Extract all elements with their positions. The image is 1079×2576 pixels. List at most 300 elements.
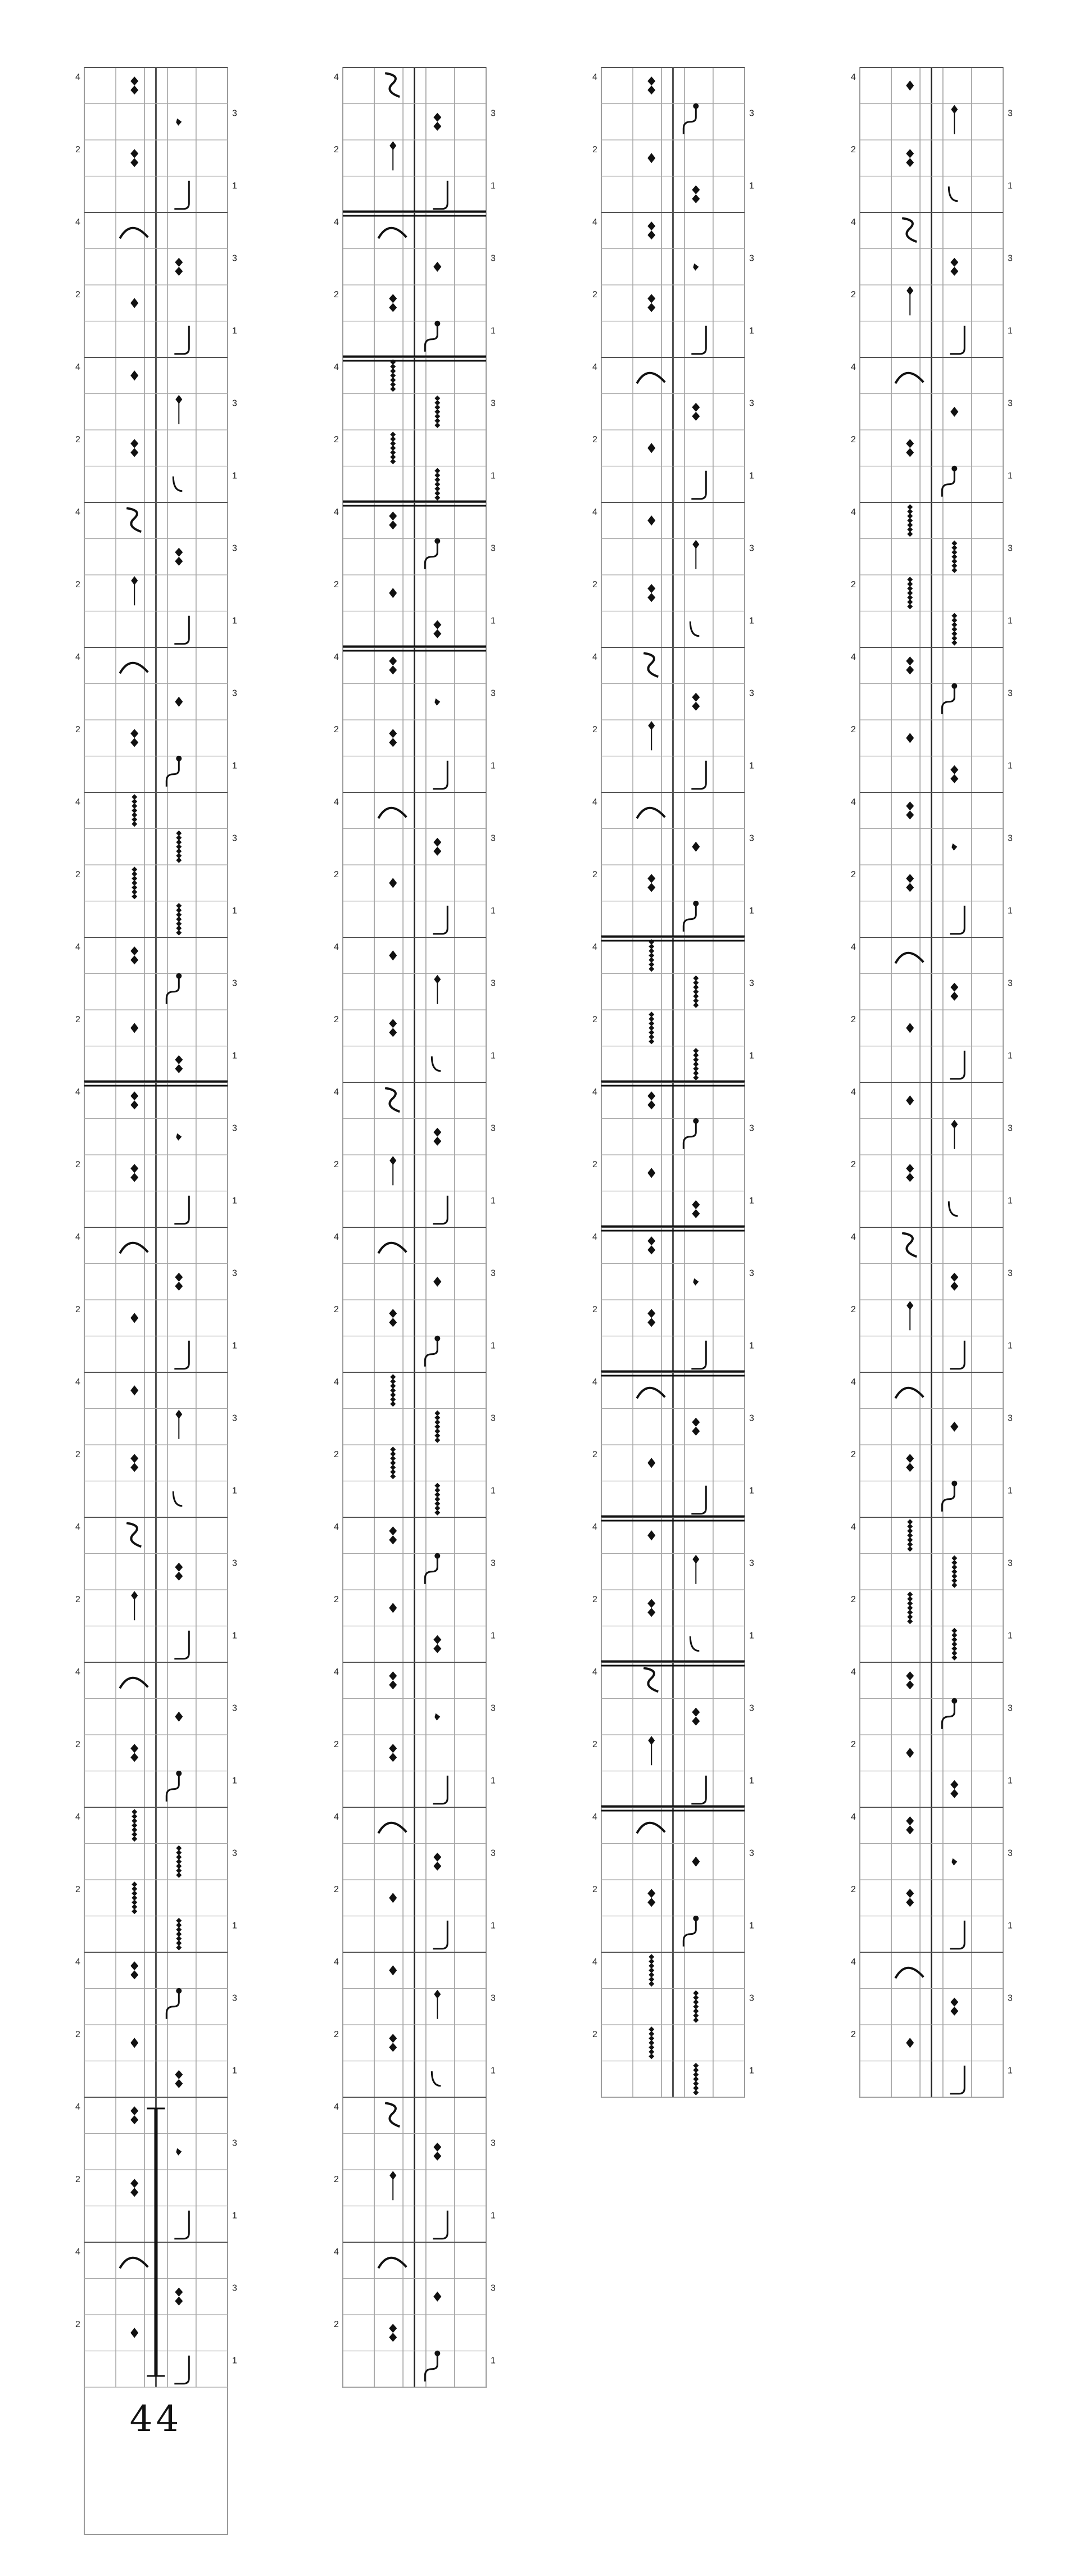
chain-diamond xyxy=(176,1872,182,1878)
direction-diamond xyxy=(647,1309,655,1318)
direction-diamond xyxy=(433,1137,441,1146)
path-dot xyxy=(434,321,440,326)
direction-diamond xyxy=(692,403,700,412)
path-dot xyxy=(693,1916,699,1921)
staff-group xyxy=(75,67,237,2534)
path-sign xyxy=(425,325,437,352)
direction-diamond xyxy=(130,1744,138,1753)
direction-diamond xyxy=(906,448,914,457)
count-label-right: 3 xyxy=(491,253,496,264)
count-label-right: 1 xyxy=(1008,1196,1013,1206)
staff-column-2 xyxy=(334,67,496,2366)
direction-diamond xyxy=(692,185,700,194)
direction-diamond xyxy=(130,2115,138,2124)
count-label-left: 2 xyxy=(75,1740,80,1749)
direction-diamond xyxy=(389,729,397,738)
count-label-right: 1 xyxy=(749,616,754,626)
turn-sign xyxy=(378,1823,406,1834)
direction-diamond xyxy=(647,230,655,239)
count-label-right: 3 xyxy=(749,1123,754,1133)
direction-diamond xyxy=(950,267,958,276)
count-label-left: 4 xyxy=(592,1377,597,1387)
hook-sign xyxy=(174,2356,189,2384)
count-label-right: 3 xyxy=(1008,253,1013,264)
direction-diamond xyxy=(906,665,914,674)
count-label-right: 3 xyxy=(491,1413,496,1423)
count-label-left: 4 xyxy=(334,1087,339,1097)
direction-diamond xyxy=(950,407,958,417)
count-label-right: 1 xyxy=(491,1341,496,1351)
hook-sign xyxy=(691,1776,706,1804)
count-label-right: 3 xyxy=(1008,1123,1013,1133)
direction-diamond xyxy=(906,158,914,167)
count-label-right: 1 xyxy=(491,471,496,481)
path-dot xyxy=(176,756,182,761)
direction-diamond xyxy=(130,1164,138,1173)
count-label-right: 1 xyxy=(1008,181,1013,191)
count-label-left: 4 xyxy=(851,1087,856,1097)
count-label-left: 4 xyxy=(851,217,856,227)
direction-diamond xyxy=(692,842,700,852)
direction-diamond xyxy=(647,85,655,94)
path-sign xyxy=(683,107,696,134)
hook-sign xyxy=(950,1341,964,1369)
count-label-left: 2 xyxy=(592,1015,597,1024)
direction-diamond xyxy=(175,2079,183,2088)
count-label-right: 3 xyxy=(1008,1993,1013,2003)
count-label-left: 4 xyxy=(851,1522,856,1532)
direction-diamond xyxy=(130,298,138,308)
chain-diamond xyxy=(132,1908,137,1914)
count-label-left: 4 xyxy=(851,1812,856,1822)
direction-diamond xyxy=(906,1889,914,1898)
direction-diamond xyxy=(950,765,958,774)
direction-diamond xyxy=(950,1780,958,1789)
count-label-left: 2 xyxy=(851,290,856,300)
count-label-right: 1 xyxy=(1008,616,1013,626)
count-label-left: 2 xyxy=(334,870,339,879)
hook-sign xyxy=(433,181,447,209)
hook-sign xyxy=(174,1196,189,1224)
count-label-right: 3 xyxy=(749,688,754,699)
direction-diamond xyxy=(389,2034,397,2043)
count-label-right: 3 xyxy=(232,1123,237,1133)
count-label-right: 3 xyxy=(749,253,754,264)
count-label-right: 1 xyxy=(749,1051,754,1061)
direction-diamond xyxy=(433,847,441,856)
count-label-left: 4 xyxy=(851,72,856,82)
count-label-right: 1 xyxy=(232,181,237,191)
count-label-right: 3 xyxy=(749,398,754,409)
count-label-left: 2 xyxy=(851,1015,856,1024)
count-label-right: 1 xyxy=(491,1921,496,1931)
direction-diamond xyxy=(433,1277,441,1287)
count-label-right: 3 xyxy=(491,688,496,699)
count-label-right: 1 xyxy=(1008,761,1013,771)
count-label-left: 2 xyxy=(75,145,80,155)
count-label-right: 3 xyxy=(749,978,754,988)
count-label-left: 4 xyxy=(334,72,339,82)
hook-sign xyxy=(433,906,447,934)
direction-diamond xyxy=(389,294,397,303)
direction-diamond xyxy=(433,2292,441,2302)
count-label-right: 3 xyxy=(749,1268,754,1278)
staff-column-1 xyxy=(75,67,237,2534)
direction-diamond xyxy=(130,2188,138,2197)
direction-diamond xyxy=(906,810,914,819)
count-label-left: 4 xyxy=(75,1957,80,1967)
count-label-left: 2 xyxy=(334,2030,339,2039)
direction-diamond xyxy=(906,1680,914,1689)
direction-diamond xyxy=(175,1712,183,1722)
count-label-left: 2 xyxy=(851,1450,856,1459)
turn-sign xyxy=(378,1243,406,1254)
direction-diamond xyxy=(175,2288,183,2297)
count-label-left: 2 xyxy=(75,870,80,879)
direction-diamond xyxy=(906,1095,914,1105)
count-label-left: 2 xyxy=(592,145,597,155)
count-label-left: 2 xyxy=(851,1305,856,1314)
hook-sign xyxy=(949,187,958,201)
direction-diamond xyxy=(130,738,138,747)
direction-diamond xyxy=(692,693,700,702)
direction-diamond xyxy=(175,697,183,707)
count-label-left: 4 xyxy=(851,362,856,372)
direction-tick xyxy=(176,119,182,126)
direction-diamond xyxy=(647,303,655,312)
direction-diamond xyxy=(951,1120,958,1129)
count-label-left: 4 xyxy=(75,797,80,807)
path-sign xyxy=(942,470,954,497)
direction-tick xyxy=(951,843,957,851)
count-label-left: 4 xyxy=(851,652,856,662)
direction-diamond xyxy=(692,1200,700,1209)
direction-diamond xyxy=(647,593,655,602)
count-label-left: 4 xyxy=(851,507,856,517)
direction-diamond xyxy=(389,1019,397,1028)
direction-diamond xyxy=(692,1555,699,1564)
direction-diamond xyxy=(906,286,913,295)
count-label-right: 1 xyxy=(491,761,496,771)
hook-sign xyxy=(950,1921,964,1949)
count-label-left: 2 xyxy=(75,2030,80,2039)
direction-diamond xyxy=(906,656,914,665)
direction-diamond xyxy=(950,992,958,1001)
path-sign xyxy=(683,1920,696,1947)
direction-diamond xyxy=(433,620,441,629)
direction-diamond xyxy=(906,733,914,743)
count-label-right: 1 xyxy=(232,2356,237,2366)
direction-diamond xyxy=(433,1128,441,1137)
count-label-right: 3 xyxy=(232,1848,237,1858)
count-label-left: 2 xyxy=(592,725,597,734)
count-label-left: 2 xyxy=(334,1160,339,1169)
turn-sign xyxy=(895,373,923,384)
count-label-left: 2 xyxy=(75,1305,80,1314)
count-label-right: 1 xyxy=(749,761,754,771)
chain-diamond xyxy=(693,1075,699,1081)
count-label-right: 3 xyxy=(1008,543,1013,554)
turn-sign xyxy=(637,373,665,384)
count-label-left: 2 xyxy=(592,435,597,445)
spring-sign xyxy=(385,2103,400,2126)
count-label-right: 3 xyxy=(1008,1413,1013,1423)
hook-sign xyxy=(173,1491,182,1506)
path-dot xyxy=(434,2351,440,2356)
direction-diamond xyxy=(130,1753,138,1762)
direction-diamond xyxy=(950,1282,958,1291)
count-label-left: 2 xyxy=(334,290,339,300)
staff-group xyxy=(334,67,496,2387)
hook-sign xyxy=(691,761,706,789)
count-label-left: 2 xyxy=(75,435,80,445)
direction-diamond xyxy=(434,975,441,984)
direction-diamond xyxy=(648,1736,655,1745)
count-label-left: 4 xyxy=(592,1522,597,1532)
count-label-left: 4 xyxy=(334,1957,339,1967)
direction-diamond xyxy=(130,2328,138,2338)
count-label-left: 4 xyxy=(334,1667,339,1677)
count-label-right: 1 xyxy=(491,1776,496,1786)
count-label-right: 3 xyxy=(232,108,237,119)
count-label-right: 1 xyxy=(232,906,237,916)
direction-tick xyxy=(176,1133,182,1141)
direction-diamond xyxy=(130,1454,138,1463)
direction-diamond xyxy=(389,1893,397,1903)
direction-diamond xyxy=(647,1236,655,1245)
staff-svg xyxy=(837,67,1014,2076)
count-label-left: 4 xyxy=(334,362,339,372)
count-label-left: 2 xyxy=(75,290,80,300)
direction-diamond xyxy=(433,122,441,131)
direction-diamond xyxy=(175,1055,183,1064)
direction-diamond xyxy=(950,774,958,783)
path-dot xyxy=(693,1118,699,1124)
chain-diamond xyxy=(434,1437,440,1443)
chain-diamond xyxy=(132,1836,137,1842)
count-label-left: 2 xyxy=(334,1305,339,1314)
count-label-right: 3 xyxy=(232,543,237,554)
count-label-left: 4 xyxy=(75,1377,80,1387)
count-label-right: 3 xyxy=(749,108,754,119)
count-label-right: 3 xyxy=(491,978,496,988)
direction-diamond xyxy=(433,1635,441,1644)
count-label-right: 1 xyxy=(749,1631,754,1641)
direction-tick xyxy=(434,1713,440,1721)
direction-diamond xyxy=(647,515,655,525)
count-label-left: 2 xyxy=(592,1885,597,1894)
direction-diamond xyxy=(906,149,914,158)
count-label-right: 1 xyxy=(232,1196,237,1206)
direction-diamond xyxy=(647,1898,655,1907)
count-label-left: 4 xyxy=(334,1377,339,1387)
count-label-left: 2 xyxy=(334,145,339,155)
count-label-right: 3 xyxy=(232,2138,237,2148)
count-label-left: 4 xyxy=(75,362,80,372)
path-dot xyxy=(693,103,699,109)
direction-diamond xyxy=(647,874,655,883)
direction-diamond xyxy=(647,1168,655,1178)
count-label-right: 1 xyxy=(491,2211,496,2221)
staff-column-4 xyxy=(851,67,1013,2076)
turn-sign xyxy=(120,2258,148,2269)
count-label-right: 3 xyxy=(1008,1848,1013,1858)
count-label-right: 1 xyxy=(1008,1631,1013,1641)
count-label-right: 3 xyxy=(491,1268,496,1278)
count-label-right: 1 xyxy=(491,906,496,916)
path-dot xyxy=(951,683,957,689)
count-label-left: 4 xyxy=(592,942,597,952)
direction-diamond xyxy=(692,1418,700,1427)
count-label-right: 1 xyxy=(232,2066,237,2076)
turn-sign xyxy=(378,808,406,819)
direction-diamond xyxy=(389,738,397,747)
count-label-left: 4 xyxy=(334,507,339,517)
path-sign xyxy=(425,1340,437,1367)
path-sign xyxy=(166,1992,179,2019)
count-label-right: 3 xyxy=(491,2138,496,2148)
count-label-right: 1 xyxy=(1008,326,1013,336)
count-label-left: 2 xyxy=(334,1740,339,1749)
count-label-right: 1 xyxy=(1008,906,1013,916)
count-label-left: 4 xyxy=(592,797,597,807)
count-label-right: 3 xyxy=(1008,1558,1013,1568)
count-label-left: 4 xyxy=(334,217,339,227)
count-label-left: 4 xyxy=(592,362,597,372)
turn-sign xyxy=(378,228,406,239)
count-label-left: 2 xyxy=(851,1160,856,1169)
direction-diamond xyxy=(433,262,441,272)
count-label-right: 3 xyxy=(1008,398,1013,409)
turn-sign xyxy=(120,663,148,674)
count-label-right: 1 xyxy=(491,616,496,626)
count-label-left: 4 xyxy=(851,942,856,952)
spring-sign xyxy=(126,1523,141,1546)
count-label-right: 3 xyxy=(1008,978,1013,988)
count-label-left: 2 xyxy=(592,1160,597,1169)
count-label-right: 3 xyxy=(1008,688,1013,699)
count-label-left: 2 xyxy=(334,2175,339,2184)
direction-diamond xyxy=(175,258,183,267)
count-label-left: 2 xyxy=(592,1450,597,1459)
direction-diamond xyxy=(906,1023,914,1033)
path-sign xyxy=(942,687,954,714)
count-label-left: 2 xyxy=(75,1885,80,1894)
direction-diamond xyxy=(950,258,958,267)
direction-diamond xyxy=(950,983,958,992)
path-dot xyxy=(693,901,699,906)
direction-diamond xyxy=(130,729,138,738)
count-label-right: 3 xyxy=(232,1558,237,1568)
count-label-right: 1 xyxy=(1008,2066,1013,2076)
count-label-right: 3 xyxy=(749,1848,754,1858)
count-label-right: 1 xyxy=(1008,1051,1013,1061)
direction-diamond xyxy=(175,548,183,557)
path-sign xyxy=(425,1557,437,1584)
direction-diamond xyxy=(433,2152,441,2161)
count-label-right: 3 xyxy=(749,1993,754,2003)
count-label-right: 3 xyxy=(749,1703,754,1713)
direction-diamond xyxy=(647,584,655,593)
direction-diamond xyxy=(433,2143,441,2152)
hook-sign xyxy=(949,1201,958,1216)
direction-diamond xyxy=(130,1023,138,1033)
chain-diamond xyxy=(132,894,137,899)
count-label-left: 2 xyxy=(851,1595,856,1604)
count-label-right: 3 xyxy=(491,108,496,119)
count-label-left: 2 xyxy=(592,2030,597,2039)
count-label-left: 4 xyxy=(592,1957,597,1967)
hook-sign xyxy=(174,2211,189,2239)
chain-diamond xyxy=(176,1945,182,1951)
direction-diamond xyxy=(389,1309,397,1318)
direction-diamond xyxy=(692,412,700,421)
turn-sign xyxy=(895,953,923,964)
count-label-right: 3 xyxy=(232,688,237,699)
hook-sign xyxy=(691,1341,706,1369)
direction-diamond xyxy=(389,1526,397,1535)
direction-diamond xyxy=(389,520,397,529)
count-label-right: 1 xyxy=(749,1341,754,1351)
count-label-left: 4 xyxy=(592,1232,597,1242)
hook-sign xyxy=(174,1341,189,1369)
count-label-left: 2 xyxy=(592,1595,597,1604)
count-label-right: 1 xyxy=(232,616,237,626)
count-label-right: 1 xyxy=(491,326,496,336)
direction-diamond xyxy=(647,1100,655,1109)
turn-sign xyxy=(895,1968,923,1979)
count-label-right: 1 xyxy=(232,326,237,336)
chain-diamond xyxy=(434,1510,440,1516)
direction-diamond xyxy=(389,1744,397,1753)
count-label-right: 1 xyxy=(232,1921,237,1931)
count-label-right: 3 xyxy=(232,253,237,264)
count-label-left: 4 xyxy=(851,1667,856,1677)
count-label-left: 4 xyxy=(851,1957,856,1967)
path-dot xyxy=(434,538,440,544)
count-label-right: 3 xyxy=(232,1268,237,1278)
direction-diamond xyxy=(433,1862,441,1871)
direction-diamond xyxy=(906,1825,914,1834)
count-label-left: 4 xyxy=(592,1087,597,1097)
direction-diamond xyxy=(647,1599,655,1608)
staff-column-3 xyxy=(592,67,754,2076)
direction-diamond xyxy=(433,629,441,638)
count-label-right: 1 xyxy=(749,471,754,481)
turn-sign xyxy=(895,1388,923,1399)
turn-sign xyxy=(637,808,665,819)
direction-diamond xyxy=(175,267,183,276)
count-label-left: 4 xyxy=(592,1667,597,1677)
direction-diamond xyxy=(130,2106,138,2115)
turn-sign xyxy=(637,1823,665,1834)
direction-diamond xyxy=(131,1591,138,1600)
hook-sign xyxy=(691,471,706,499)
count-label-left: 2 xyxy=(75,580,80,589)
count-label-right: 1 xyxy=(1008,471,1013,481)
direction-diamond xyxy=(389,2043,397,2052)
direction-diamond xyxy=(389,878,397,888)
turn-sign xyxy=(120,1678,148,1689)
direction-diamond xyxy=(647,153,655,163)
count-label-right: 3 xyxy=(491,1703,496,1713)
direction-diamond xyxy=(648,721,655,730)
direction-diamond xyxy=(647,1608,655,1617)
count-label-right: 1 xyxy=(491,1196,496,1206)
count-label-right: 1 xyxy=(1008,1921,1013,1931)
staff-svg xyxy=(320,67,497,2366)
count-label-right: 3 xyxy=(491,398,496,409)
